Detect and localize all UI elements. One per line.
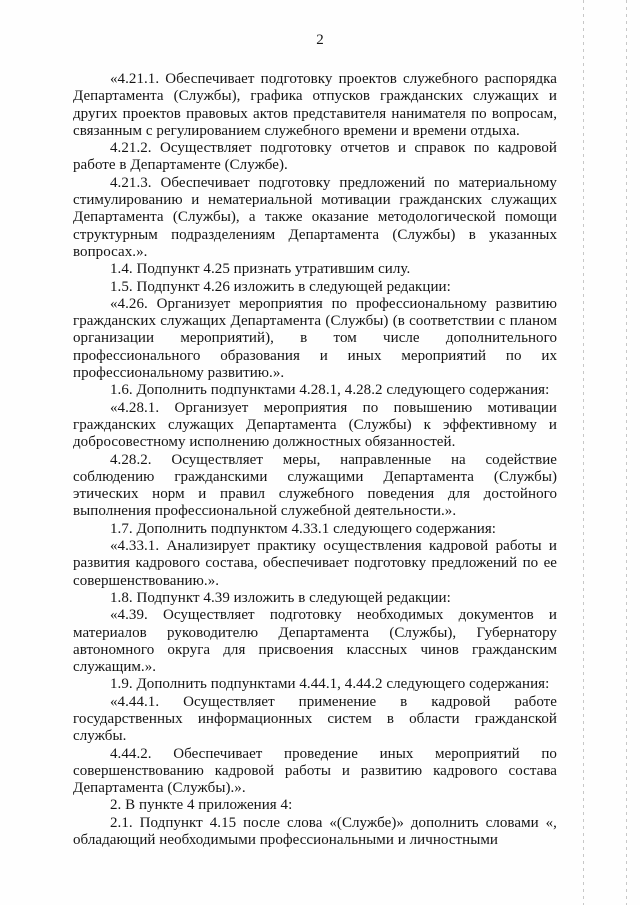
scan-edge-line [583,0,584,905]
document-body [73,71,557,849]
document-paragraph: «4.39. Осуществляет подготовку необходимых документов и материалов руководителю Департамента (Службы), Губернатору автономного округа для присвоения классных чинов гражданским служащим.». [73,607,557,676]
document-paragraph: 1.4. Подпункт 4.25 признать утратившим силу. [110,261,411,278]
document-paragraph: 1.7. Дополнить подпунктом 4.33.1 следующего содержания: [110,520,497,537]
page-number: 2 [316,32,324,48]
document-paragraph: 4.21.3. Обеспечивает подготовку предложений по материальному стимулированию и нематериальной мотивации гражданских служащих Департамента (Службы), а также оказание методологической помощи структурным подразделениям Департамента (Службы) в указанных вопросах.». [73,174,557,260]
document-paragraph: 2.1. Подпункт 4.15 после слова «(Службе)» дополнить словами «, обладающий необходимыми профессиональными и личностными [73,814,557,849]
scan-edge-line-outer [626,0,627,905]
document-paragraph: 4.44.2. Обеспечивает проведение иных мероприятий по совершенствованию кадровой работы и развитию кадрового состава Департамента (Службы).». [73,745,557,797]
document-paragraph: 4.28.2. Осуществляет меры, направленные на содействие соблюдению гражданскими служащими Департамента (Службы) этических норм и правил служебного поведения для достойного выполнения профессиональной служебной деятельности.». [73,451,557,520]
document-paragraph: 1.6. Дополнить подпунктами 4.28.1, 4.28.2 следующего содержания: [110,382,550,399]
document-paragraph: «4.21.1. Обеспечивает подготовку проектов служебного распорядка Департамента (Службы), графика отпусков гражданских служащих и других проектов правовых актов представителя нанимателя по вопросам, связанным с регулированием служебного времени и времени отдыха. [73,71,557,139]
document-paragraph: 1.9. Дополнить подпунктами 4.44.1, 4.44.2 следующего содержания: [110,676,550,693]
document-paragraph: 1.8. Подпункт 4.39 изложить в следующей редакции: [110,589,451,606]
document-paragraph: 2. В пункте 4 приложения 4: [110,797,293,814]
document-paragraph: «4.28.1. Организует мероприятия по повышению мотивации гражданских служащих Департамента (Службы) к эффективному и добросовестному исполнению должностных обязанностей. [73,399,557,451]
document-paragraph: 4.21.2. Осуществляет подготовку отчетов и справок по кадровой работе в Департаменте (Службе). [73,140,557,174]
document-paragraph: «4.44.1. Осуществляет применение в кадровой работе государственных информационных систем в области гражданской службы. [73,693,557,745]
document-paragraph: «4.26. Организует мероприятия по профессиональному развитию гражданских служащих Департамента (Службы) (в соответствии с планом организации мероприятий), в том числе дополнительного профессионального образования и иных мероприятий по их профессиональному развитию.». [73,295,557,382]
document-paragraph: «4.33.1. Анализирует практику осуществления кадровой работы и развития кадрового состава, обеспечивает подготовку предложений по ее совершенствованию.». [73,538,557,589]
document-paragraph: 1.5. Подпункт 4.26 изложить в следующей редакции: [110,278,451,295]
